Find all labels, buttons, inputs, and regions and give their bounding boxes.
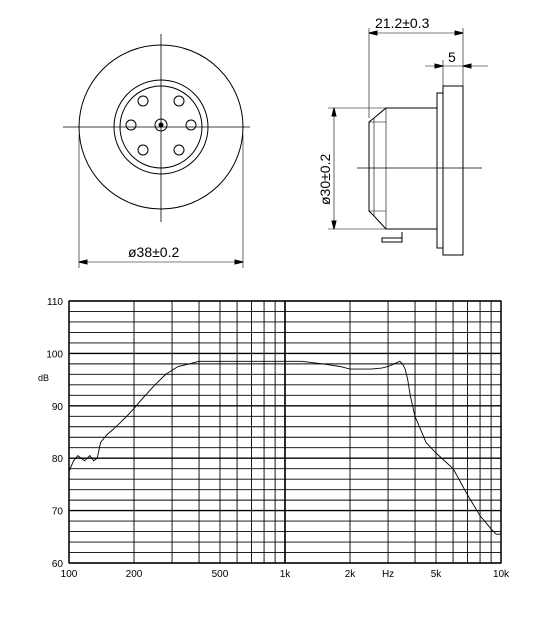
sound-hole-6 (174, 145, 184, 155)
side-diameter-arrow-bottom (332, 221, 336, 229)
sound-hole-1 (138, 96, 148, 106)
x-tick-label: 2k (344, 569, 356, 580)
y-tick-label: 60 (51, 559, 63, 570)
sound-hole-4 (186, 120, 196, 130)
x-tick-label: 1k (279, 569, 291, 580)
flange-arrow-right (463, 64, 471, 68)
side-diameter-arrow-top (332, 108, 336, 116)
y-tick-label: 90 (51, 401, 63, 413)
y-axis (46, 297, 63, 570)
side-terminal (382, 238, 402, 242)
y-tick-label: 100 (46, 349, 63, 361)
sound-hole-3 (126, 120, 136, 130)
y-tick-label: 110 (47, 297, 63, 308)
y-axis-unit-label: dB (38, 373, 50, 383)
side-flange-step (437, 93, 443, 248)
length-arrow-left (369, 31, 377, 35)
length-arrow-right (455, 31, 463, 35)
y-tick-label: 70 (51, 506, 63, 518)
x-tick-label: 5k (430, 569, 442, 580)
x-tick-label: 500 (211, 569, 229, 580)
sound-hole-2 (174, 96, 184, 106)
x-tick-label: 100 (60, 569, 78, 580)
front-dimension-arrow-left (79, 260, 87, 264)
x-tick-label: 200 (125, 569, 143, 580)
side-view (328, 28, 488, 255)
front-diameter-label: ø38±0.2 (128, 244, 180, 260)
x-axis-unit-label: Hz (381, 569, 395, 580)
chart-grid (69, 301, 501, 563)
x-tick-label: 10k (492, 569, 510, 580)
y-tick-label: 80 (51, 454, 63, 466)
frequency-response-chart (38, 297, 510, 580)
x-axis (61, 569, 510, 580)
front-view (63, 34, 250, 268)
sound-hole-5 (138, 145, 148, 155)
front-dimension-arrow-right (235, 260, 243, 264)
side-flange (443, 86, 463, 255)
flange-label: 5 (448, 49, 456, 65)
length-label: 21.2±0.3 (375, 15, 430, 31)
side-diameter-label: ø30±0.2 (317, 153, 333, 205)
flange-arrow-left (435, 64, 443, 68)
